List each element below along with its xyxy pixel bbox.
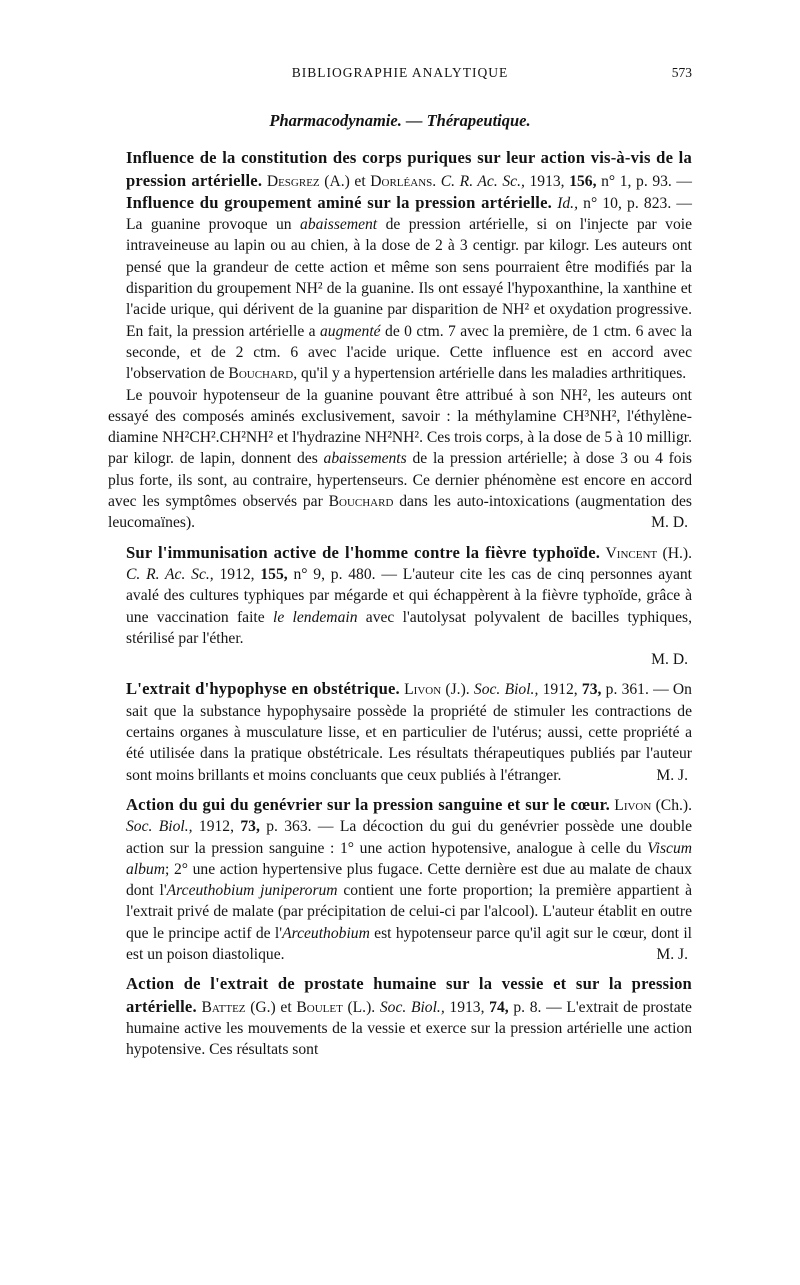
body-text: p. 363. — La décoction du gui du genévrier possède une double action sur la pression sanguine : 1° une action hypotensive, analogue à celle du xyxy=(126,818,692,857)
body-text: de pression artérielle, si on l'injecte par voie intraveineuse au lapin ou au chien, à la dose de 2 à 3 centigr. par kilogr. Les auteurs ont pensé que la grandeur de cette action et même son sens pourraient être modifiés par la disparition du groupement NH² de la guanine. Ils ont essayé l'hypoxanthine, la xanthine et l'acide urique, qui dérivent de la guanine par disparition de NH² et oxydation progressive. En fait, la pression artérielle a xyxy=(126,216,693,340)
page-number: 573 xyxy=(671,65,692,80)
author-name: Battez xyxy=(201,998,246,1016)
article-paragraph xyxy=(108,385,692,534)
article-headline: Sur l'immunisation active de l'homme contre la fièvre typhoïde. xyxy=(126,542,601,562)
author-initial: (J.). xyxy=(445,681,470,699)
article-paragraph xyxy=(108,973,692,1060)
volume: 73, xyxy=(581,681,602,699)
body-text: avec l'autolysat polyvalent de bacilles typhiques, stérilisé par l'éther. xyxy=(126,608,692,647)
article-immunisation xyxy=(108,542,692,671)
article-paragraph xyxy=(108,147,692,384)
issue: n° 1, p. 93. — xyxy=(601,172,693,190)
article-headline-2: Influence du groupement aminé sur la pression artérielle. xyxy=(126,192,552,212)
body-text: p. 8. — L'extrait de prostate humaine active les mouvements de la vessie et exerce sur la pression artérielle une action hypotensive. Ces résultats sont xyxy=(126,998,692,1059)
journal-name: C. R. Ac. Sc., xyxy=(440,172,525,190)
author-name: Boulet xyxy=(296,998,343,1016)
emphasis: abaissement xyxy=(300,216,378,234)
article-hypophyse xyxy=(108,678,692,785)
author-name: Livon xyxy=(614,796,652,814)
journal-name: C. R. Ac. Sc., xyxy=(126,565,214,583)
article-headline: Action du gui du genévrier sur la pression sanguine et sur le cœur. xyxy=(126,794,611,814)
body-text: dans les auto-intoxications (augmentation des leucomaïnes). xyxy=(108,493,692,532)
body-text: ; 2° une action hypertensive plus fugace. Cette dernière est due au malate de chaux dont l' xyxy=(126,860,692,900)
cited-author: Bouchard xyxy=(328,493,394,511)
body-text: est hypotenseur parce qu'il agit sur le cœur, dont il est un poison diastolique. xyxy=(126,924,692,963)
body-text: de 0 ctm. 7 avec la première, de 1 ctm. 6 avec la seconde, et de 2 ctm. 6 avec l'acide urique. Cette influence est en accord avec l'observation de xyxy=(126,322,692,383)
author-initial: (G.) et xyxy=(250,998,292,1016)
cited-author: Bouchard, xyxy=(228,365,298,383)
year: 1912, xyxy=(542,681,578,699)
author-name: Vincent xyxy=(605,544,658,562)
running-title: BIBLIOGRAPHIE ANALYTIQUE xyxy=(291,65,509,80)
author-name: Dorléans. xyxy=(370,172,437,190)
signature: M. J. xyxy=(656,945,688,963)
volume: 155, xyxy=(260,565,288,583)
body-text: qu'il y a hypertension artérielle dans les maladies arthritiques. xyxy=(301,365,687,383)
article-headline: L'extrait d'hypophyse en obstétrique. xyxy=(126,679,400,699)
body-text: contient une forte proportion; la première appartient à l'extrait privé de malate (par précipitation de celui-ci par l'alcool). L'auteur établit en outre que le principe actif de l' xyxy=(126,882,693,942)
volume: 73, xyxy=(240,818,260,836)
ibid-ref: Id., xyxy=(557,194,578,212)
author-initial: (L.). xyxy=(347,998,376,1016)
body-text: n° 10, p. 823. — La guanine provoque un xyxy=(126,194,692,234)
article-prostate xyxy=(108,973,692,1060)
year: 1913, xyxy=(449,998,485,1016)
signature: M. J. xyxy=(656,766,688,784)
article-gui-genevrier xyxy=(108,794,692,965)
article-paragraph xyxy=(108,542,692,649)
body-text: n° 9, p. 480. — L'auteur cite les cas de cinq personnes ayant avalé des cultures typhiques par mégarde et qui échappèrent à la fièvre typhoïde, grâce à une vaccination faite xyxy=(126,565,692,626)
author-name: Livon xyxy=(404,681,442,699)
volume: 74, xyxy=(489,998,509,1016)
emphasis: Arceuthobium xyxy=(282,924,370,942)
author-initial: (H.). xyxy=(662,544,692,562)
body-text: de la pression artérielle; à dose 3 ou 4 fois plus forte, ils sont, au contraire, hypertenseurs. Ce dernier phénomène est encore en accord avec les symptômes observés par xyxy=(108,450,693,511)
section-title: Pharmacodynamie. — Thérapeutique. xyxy=(269,111,531,130)
year: 1912, xyxy=(198,818,234,836)
year: 1912, xyxy=(219,565,255,583)
article-headline: Action de l'extrait de prostate humaine sur la vessie et sur la pression artérielle. xyxy=(126,974,692,1016)
article-paragraph xyxy=(108,794,692,965)
body-text: p. 361. — On sait que la substance hypophysaire possède la propriété de stimuler les contractions de certains organes à musculature lisse, et en particulier de l'utérus; aussi, cette propriété a été utilisée dans la pratique obstétricale. Les résultats thérapeutiques publiés par l'auteur sont moins brillants et moins concluants que ceux publiés à l'étranger. xyxy=(126,681,692,784)
body-text: Le pouvoir hypotenseur de la guanine pouvant être attribué à son NH², les auteurs ont essayé des composés aminés exclusivement, savoir : la méthylamine CH³NH², l'éthylène-diamine NH²CH².CH²NH² et l'hydrazine NH²NH². Ces trois corps, à la dose de 5 à 10 milligr. par kilogr. de lapin, donnent des xyxy=(108,386,692,468)
journal-name: Soc. Biol., xyxy=(126,818,193,836)
volume: 156, xyxy=(569,172,597,190)
author-name: Desgrez xyxy=(266,172,320,190)
signature: M. D. xyxy=(651,651,688,669)
journal-name: Soc. Biol., xyxy=(379,998,445,1016)
author-initial: (Ch.). xyxy=(655,796,692,814)
emphasis: augmenté xyxy=(319,322,381,340)
year: 1913, xyxy=(529,172,565,190)
emphasis: le lendemain xyxy=(272,608,358,626)
emphasis: Viscum album xyxy=(126,839,692,878)
emphasis: Arceuthobium juniperorum xyxy=(166,882,338,900)
signature: M. D. xyxy=(651,514,688,532)
emphasis: abaissements xyxy=(323,450,407,468)
journal-name: Soc. Biol., xyxy=(473,681,539,699)
article-corps-puriques xyxy=(108,147,692,533)
running-head xyxy=(108,62,692,84)
author-initial: (A.) et xyxy=(324,172,366,190)
article-headline: Influence de la constitution des corps puriques sur leur action vis-à-vis de la pression artérielle. xyxy=(126,148,692,190)
article-paragraph xyxy=(108,678,692,785)
